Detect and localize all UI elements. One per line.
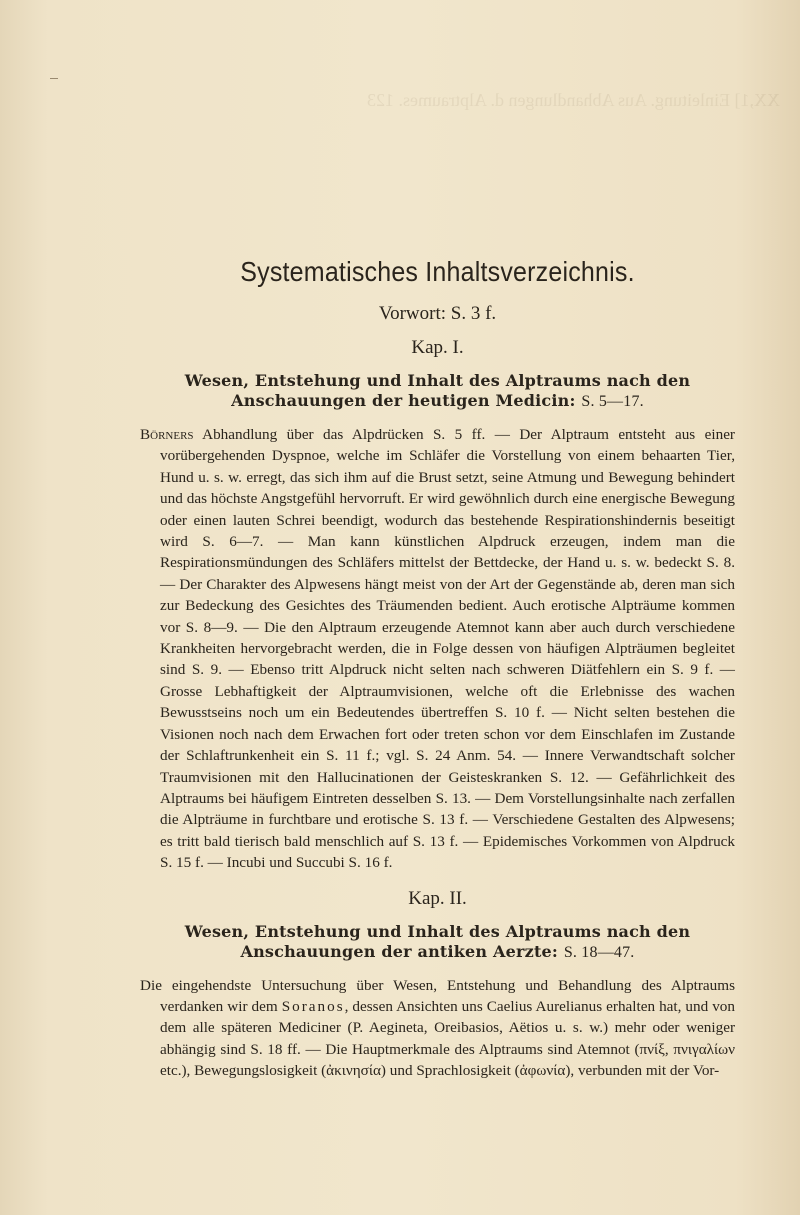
summary-text-b: , dessen Ansichten uns Caelius Aurelianus erhalten hat, und von dem alle späteren Mediciner (P. Aegineta, Oreibasios, Aëtios u. s. w.) mehr oder weniger abhängig sind S. 18 ff. — Die Hauptmerkmale des Alptraums sind Atemnot (πνίξ, πνιγαλίων etc.), Bewegungslosigkeit (ἀκινησία) und Sprachlosigkeit (ἀφωνία), verbunden mit der Vor- — [160, 997, 735, 1080]
summary-text: Abhandlung über das Alpdrücken S. 5 ff. — Der Alptraum entsteht aus einer vorübergehenden Dyspnoe, welche im Schläfer die Vorstellung von einem behaarten Tier, Hund u. s. w. erregt, das sich ihm auf die Brust setzt, seine Atmung und Bewegung behindert und das höchste Angstgefühl hervorruft. Er wird gewöhnlich durch eine energische Bewegung oder einen lauten Schrei beendigt, wodurch das bestehende Respirationshindernis beseitigt wird S. 6—7. — Man kann künstlichen Alpdruck erzeugen, indem man die Respirationsmündungen des Schläfers mittelst der Bettdecke, der Hand u. s. w. bedeckt S. 8. — Der Charakter des Alpwesens hängt meist von der Art der Gegenstände ab, deren man sich zur Bedeckung des Gesichtes des Träumenden bedient. Auch erotische Alpträume kommen vor S. 8—9. — Die den Alptraum erzeugende Atemnot kann aber auch durch verschiedene Krankheiten hervorgebracht werden, die in Folge dessen von häufigen Alpträumen begleitet sind S. 9. — Ebenso tritt Alpdruck nicht selten nach schweren Diätfehlern ein S. 9 f. — Grosse Lebhaftigkeit der Alptraumvisionen, welche oft die Erlebnisse des wachen Bewusstseins noch um ein Bedeutendes übertreffen S. 10 f. — Nicht selten bestehen die Visionen noch nach dem Erwachen fort oder treten schon vor dem Einschlafen im Zustande der Schlaftrunkenheit ein S. 11 f.; vgl. S. 24 Anm. 54. — Innere Verwandtschaft solcher Traumvisionen mit den Hallucinationen der Geisteskranken S. 12. — Gefährlichkeit des Alptraums bei häufigem Eintreten desselben S. 13. — Dem Vorstellungsinhalte nach zerfallen die Alpträume in furchtbare und erotische S. 13 f. — Verschiedene Gestalten des Alpwesens; es tritt bald tierisch bald menschlich auf S. 13 f. — Epidemisches Vorkommen von Alpdruck S. 15 f. — Incubi und Succubi S. 16 f. — [160, 426, 735, 872]
author-name: Börners — [140, 426, 194, 443]
margin-mark — [50, 78, 58, 79]
chapter-heading — [140, 371, 735, 412]
chapter-summary — [140, 424, 735, 874]
page-title: Systematisches Inhaltsverzeichnis. — [240, 256, 635, 288]
chapter-summary — [140, 975, 735, 1082]
chapter-pages: S. 5—17. — [581, 393, 644, 410]
chapter-heading — [140, 922, 735, 963]
chapter-number: Kap. I. — [411, 337, 464, 358]
chapter-heading-text: Wesen, Entstehung und Inhalt des Alptraums nach den Anschauungen der heutigen Medicin: — [184, 371, 691, 410]
chapter-heading-text: Wesen, Entstehung und Inhalt des Alptraums nach den Anschauungen der antiken Aerzte: — [184, 921, 691, 961]
chapter-2 — [140, 888, 735, 1082]
spaced-name: Soranos — [281, 997, 345, 1015]
vorwort-line: Vorwort: S. 3 f. — [378, 303, 497, 324]
chapter-pages: S. 18—47. — [563, 943, 635, 961]
chapter-1 — [140, 337, 735, 874]
bleed-through-text: XX,1] Einleitung. Aus Abhandlungen d. Alptraumes. 123 — [367, 90, 780, 110]
chapter-number: Kap. II. — [408, 887, 467, 909]
summary-text-a: Die eingehendste Untersuchung über Wesen, Entstehung und Behandlung des Alptraums verdanken wir dem — [140, 976, 735, 1015]
page-content — [140, 258, 735, 1096]
